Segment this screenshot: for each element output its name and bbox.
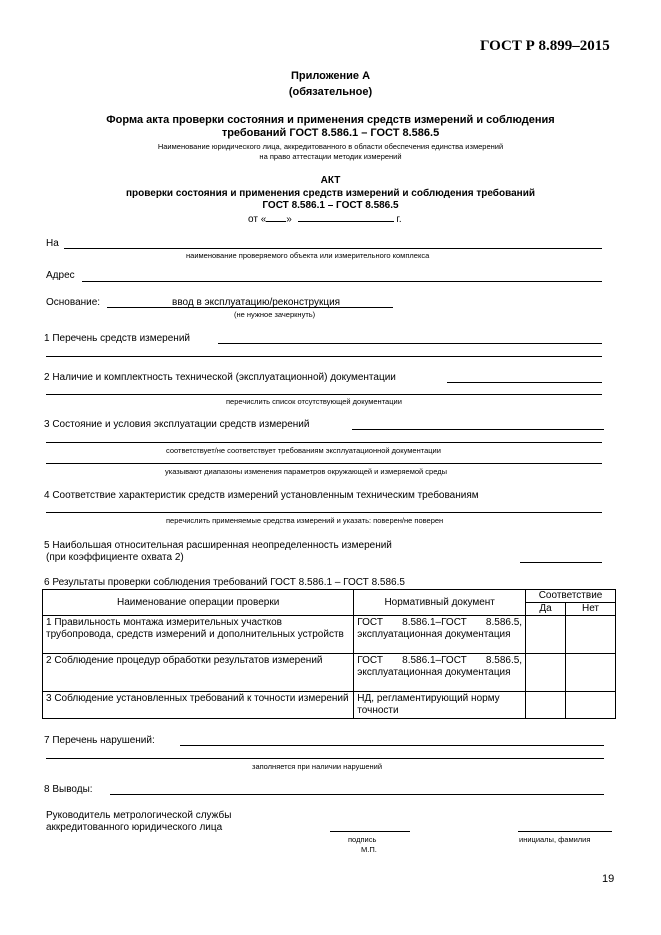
header-no: Нет: [566, 603, 616, 616]
act-title: АКТ: [320, 175, 341, 186]
standard-number: ГОСТ Р 8.899–2015: [480, 38, 610, 54]
item-4-line[interactable]: [46, 512, 602, 513]
form-title-note2: на право аттестации методик измерений: [259, 152, 402, 161]
signature-input-line[interactable]: [330, 831, 410, 832]
header-document: Нормативный документ: [354, 590, 526, 616]
signature-hint: подпись: [348, 835, 377, 844]
row-document: НД, регламентирующий норму точности: [354, 692, 526, 719]
row-operation: 3 Соблюдение установленных требований к точности измерений: [43, 692, 354, 719]
item-5-input-line[interactable]: [520, 562, 602, 563]
header-yes: Да: [526, 603, 566, 616]
na-hint: наименование проверяемого объекта или измерительного комплекса: [186, 251, 430, 260]
basis-label: Основание:: [46, 297, 101, 308]
na-label: На: [46, 238, 59, 249]
appendix-status: (обязательное): [288, 86, 373, 98]
basis-value: ввод в эксплуатацию/реконструкция: [172, 297, 341, 308]
row-no-cell[interactable]: [566, 692, 616, 719]
stamp-hint: М.П.: [361, 845, 377, 854]
row-operation: 1 Правильность монтажа измерительных участков трубопровода, средств измерений и дополнительных устройств: [43, 616, 354, 654]
act-line2: ГОСТ 8.586.1 – ГОСТ 8.586.5: [262, 200, 399, 211]
row-yes-cell[interactable]: [526, 616, 566, 654]
signature-role-1: Руководитель метрологической службы: [46, 810, 232, 821]
page-number: 19: [602, 873, 615, 885]
item-7-line-b[interactable]: [46, 758, 604, 759]
signature-role-2: аккредитованного юридического лица: [46, 822, 223, 833]
item-1-line-b[interactable]: [46, 356, 602, 357]
form-title-note1: Наименование юридического лица, аккредитованного в области обеспечения единства измерений: [157, 142, 504, 151]
form-title-line2: требований ГОСТ 8.586.1 – ГОСТ 8.586.5: [221, 127, 440, 139]
item-7-line-a[interactable]: [180, 745, 604, 746]
results-table: [42, 589, 616, 719]
name-input-line[interactable]: [518, 831, 612, 832]
item-2-line-a[interactable]: [447, 382, 602, 383]
name-hint: инициалы, фамилия: [519, 835, 591, 844]
item-1-label: 1 Перечень средств измерений: [44, 333, 190, 344]
header-operation: Наименование операции проверки: [43, 590, 354, 616]
item-6-label: 6 Результаты проверки соблюдения требований ГОСТ 8.586.1 – ГОСТ 8.586.5: [44, 577, 405, 588]
item-3-hint-2: указывают диапазоны изменения параметров окружающей и измеряемой среды: [165, 467, 447, 476]
item-3-line-b[interactable]: [46, 442, 602, 443]
item-3-label: 3 Состояние и условия эксплуатации средств измерений: [44, 419, 310, 430]
row-no-cell[interactable]: [566, 616, 616, 654]
item-3-line-c[interactable]: [46, 463, 602, 464]
table-row: [43, 692, 616, 719]
act-date: от « » г.: [248, 214, 402, 225]
item-5-label-2: (при коэффициенте охвата 2): [46, 552, 184, 563]
row-no-cell[interactable]: [566, 654, 616, 692]
item-8-label: 8 Выводы:: [44, 784, 93, 795]
item-2-hint: перечислить список отсутствующей документации: [226, 397, 402, 406]
form-title-line1: Форма акта проверки состояния и применения средств измерений и соблюдения: [106, 114, 555, 126]
basis-hint: (не нужное зачеркнуть): [234, 310, 316, 319]
item-2-line-b[interactable]: [46, 394, 602, 395]
row-yes-cell[interactable]: [526, 692, 566, 719]
item-4-hint: перечислить применяемые средства измерений и указать: поверен/не поверен: [166, 516, 444, 525]
table-row: [43, 616, 616, 654]
row-document: ГОСТ 8.586.1–ГОСТ 8.586.5, эксплуатационная документация: [354, 654, 526, 692]
table-row: [43, 654, 616, 692]
item-1-line-a[interactable]: [218, 343, 602, 344]
appendix-title: Приложение А: [290, 70, 371, 82]
item-7-hint: заполняется при наличии нарушений: [252, 762, 383, 771]
act-line1: проверки состояния и применения средств измерений и соблюдения требований: [125, 188, 535, 199]
item-3-hint-1: соответствует/не соответствует требованиям эксплуатационной документации: [166, 446, 441, 455]
item-8-line[interactable]: [110, 794, 604, 795]
item-5-label-1: 5 Наибольшая относительная расширенная неопределенность измерений: [44, 540, 392, 551]
row-yes-cell[interactable]: [526, 654, 566, 692]
item-2-label: 2 Наличие и комплектность технической (эксплуатационной) документации: [44, 372, 396, 383]
item-3-line-a[interactable]: [352, 429, 604, 430]
address-label: Адрес: [46, 270, 75, 281]
na-input-line[interactable]: [64, 248, 602, 249]
row-document: ГОСТ 8.586.1–ГОСТ 8.586.5, эксплуатационная документация: [354, 616, 526, 654]
row-operation: 2 Соблюдение процедур обработки результатов измерений: [43, 654, 354, 692]
address-input-line[interactable]: [82, 281, 602, 282]
item-7-label: 7 Перечень нарушений:: [44, 735, 155, 746]
header-compliance: Соответствие: [526, 590, 616, 603]
item-4-label: 4 Соответствие характеристик средств измерений установленным техническим требованиям: [44, 490, 479, 501]
